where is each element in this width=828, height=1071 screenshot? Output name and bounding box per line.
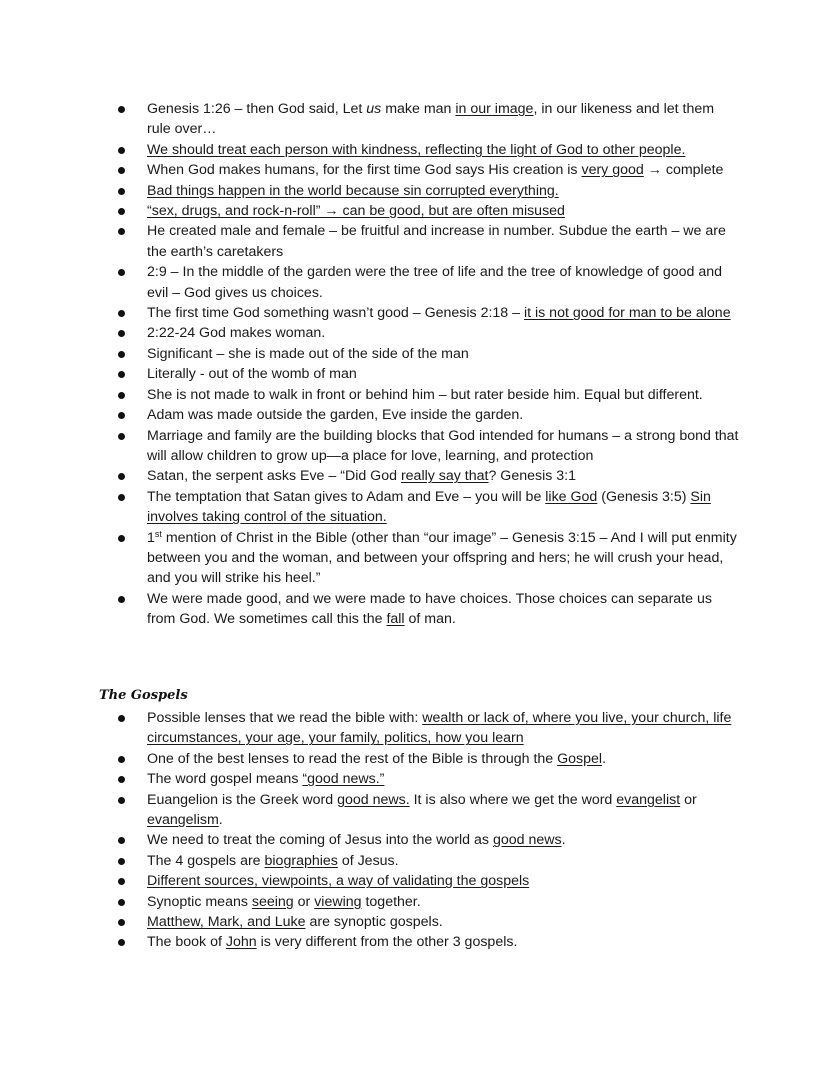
list-item bbox=[115, 589, 740, 630]
list-item bbox=[115, 708, 740, 749]
list-item bbox=[115, 99, 740, 140]
list-item bbox=[115, 426, 740, 467]
bullet-icon bbox=[118, 269, 125, 276]
text-run: The 4 gospels are bbox=[147, 852, 265, 869]
text-run: of Jesus. bbox=[337, 852, 399, 869]
text-run: “sex, drugs, and rock-n-roll” → can be good, but are often misused bbox=[147, 203, 565, 220]
bullet-icon bbox=[118, 776, 125, 783]
text-run: → complete bbox=[643, 162, 724, 179]
bullet-icon bbox=[118, 756, 125, 763]
text-run: it is not good for man to be alone bbox=[523, 305, 731, 322]
text-run: When God makes humans, for the first time God says His creation is bbox=[147, 162, 582, 179]
list-item bbox=[115, 262, 740, 303]
bullet-icon bbox=[118, 412, 125, 419]
bullet-icon bbox=[118, 330, 125, 337]
text-run: Euangelion is the Greek word bbox=[147, 791, 338, 808]
section-heading-gospels: The Gospels bbox=[99, 688, 188, 703]
text-run: like God bbox=[545, 488, 598, 505]
text-run: She is not made to walk in front or behind him – but rater beside him. Equal but different. bbox=[147, 386, 703, 403]
text-run: . bbox=[602, 750, 607, 767]
list-item bbox=[115, 528, 740, 589]
list-item bbox=[115, 932, 740, 952]
text-run: Gospel bbox=[557, 750, 603, 767]
list-item bbox=[115, 790, 740, 831]
list-item bbox=[115, 303, 740, 323]
bullet-icon bbox=[118, 310, 125, 317]
bullet-icon bbox=[118, 858, 125, 865]
text-run: evangelist bbox=[616, 791, 681, 808]
bullet-icon bbox=[118, 228, 125, 235]
list-item bbox=[115, 851, 740, 871]
text-run: The book of bbox=[147, 934, 226, 951]
list-item bbox=[115, 892, 740, 912]
text-run: are synoptic gospels. bbox=[305, 914, 443, 931]
text-run: Literally - out of the womb of man bbox=[147, 366, 357, 383]
bullet-icon bbox=[118, 147, 125, 154]
list-item bbox=[115, 912, 740, 932]
bullet-icon bbox=[118, 715, 125, 722]
text-run: Marriage and family are the building blocks that God intended for humans – a strong bond that will allow children to grow up—a place for love, learning, and protection bbox=[147, 427, 739, 464]
bullet-icon bbox=[118, 878, 125, 885]
text-run: Synoptic means bbox=[147, 893, 252, 910]
list-item bbox=[115, 769, 740, 789]
text-run: viewing bbox=[314, 893, 362, 910]
text-run: evangelism bbox=[147, 812, 219, 829]
list-item bbox=[115, 181, 740, 201]
text-run: We should treat each person with kindness, reflecting the light of God to other people. bbox=[147, 141, 686, 158]
text-run: (Genesis 3:5) bbox=[597, 488, 691, 505]
bullet-icon bbox=[118, 837, 125, 844]
list-item bbox=[115, 221, 740, 262]
text-run: Possible lenses that we read the bible with: bbox=[147, 710, 423, 726]
text-run: We were made good, and we were made to have choices. Those choices can separate us from God. We sometimes call this the bbox=[147, 590, 712, 628]
text-run: One of the best lenses to read the rest of the Bible is through the bbox=[147, 750, 558, 767]
text-run: good news. bbox=[337, 791, 410, 808]
text-run: The temptation that Satan gives to Adam and Eve – you will be bbox=[147, 488, 546, 505]
text-run: Different sources, viewpoints, a way of validating the gospels bbox=[147, 873, 530, 890]
text-run: mention of Christ in the Bible (other than “our image” – Genesis 3:15 – And I will put enmity between you and the woman, and between your offspring and hers; he will crush your head, and you will strike his heel.” bbox=[147, 529, 737, 587]
bullet-icon bbox=[118, 797, 125, 804]
text-run: together. bbox=[361, 893, 421, 910]
bullet-icon bbox=[118, 535, 125, 542]
text-run: good news bbox=[492, 832, 562, 849]
bullet-icon bbox=[118, 351, 125, 358]
text-run: John bbox=[225, 934, 257, 951]
text-run: Genesis 1:26 – then God said, Let bbox=[147, 101, 367, 117]
notes-list-genesis bbox=[115, 99, 740, 630]
bullet-icon bbox=[118, 473, 125, 480]
text-run: . bbox=[561, 832, 566, 849]
text-run: in our image bbox=[455, 101, 534, 117]
text-run: Sin involves taking control of the situation. bbox=[147, 488, 711, 526]
text-run: , in our likeness and let them rule over… bbox=[147, 101, 715, 138]
text-run: Satan, the serpent asks Eve – “Did God bbox=[147, 468, 401, 485]
text-run: make man bbox=[381, 101, 456, 117]
bullet-icon bbox=[118, 167, 125, 174]
text-run: 2:9 – In the middle of the garden were the tree of life and the tree of knowledge of good and evil – God gives us choices. bbox=[147, 264, 722, 301]
list-item bbox=[115, 749, 740, 769]
bullet-icon bbox=[118, 596, 125, 603]
text-run: The word gospel means bbox=[147, 771, 303, 788]
text-run: Matthew, Mark, and Luke bbox=[147, 914, 306, 931]
list-item bbox=[115, 140, 740, 160]
bullet-icon bbox=[118, 433, 125, 440]
list-item bbox=[115, 466, 740, 486]
text-run: st bbox=[154, 528, 162, 539]
notes-list-gospels bbox=[115, 708, 740, 953]
text-run: seeing bbox=[251, 893, 294, 910]
text-run: fall bbox=[386, 611, 405, 628]
list-item bbox=[115, 871, 740, 891]
text-run: The first time God something wasn’t good – Genesis 2:18 – bbox=[147, 305, 524, 322]
text-run: ? Genesis 3:1 bbox=[488, 468, 577, 485]
bullet-icon bbox=[118, 106, 125, 113]
text-run: wealth or lack of, where you live, your church, life circumstances, your age, your family, politics, how you learn bbox=[147, 710, 732, 747]
text-run: or bbox=[680, 791, 697, 808]
text-run: or bbox=[293, 893, 315, 910]
list-item bbox=[115, 405, 740, 425]
text-run: We need to treat the coming of Jesus into the world as bbox=[147, 832, 493, 849]
text-run: Bad things happen in the world because sin corrupted everything. bbox=[147, 182, 559, 199]
bullet-icon bbox=[118, 371, 125, 378]
bullet-icon bbox=[118, 939, 125, 946]
text-run: Adam was made outside the garden, Eve inside the garden. bbox=[147, 407, 524, 424]
list-item bbox=[115, 487, 740, 528]
bullet-icon bbox=[118, 392, 125, 399]
text-run: . bbox=[218, 812, 223, 829]
list-item bbox=[115, 364, 740, 384]
text-run: He created male and female – be fruitful and increase in number. Subdue the earth – we are the earth’s caretakers bbox=[147, 223, 726, 260]
text-run: of man. bbox=[404, 611, 456, 628]
text-run: 2:22-24 God makes woman. bbox=[147, 325, 326, 342]
list-item bbox=[115, 385, 740, 405]
list-item bbox=[115, 201, 740, 221]
text-run: is very different from the other 3 gospels. bbox=[256, 934, 518, 951]
text-run: biographies bbox=[264, 852, 338, 869]
bullet-icon bbox=[118, 494, 125, 501]
bullet-icon bbox=[118, 899, 125, 906]
list-item bbox=[115, 160, 740, 180]
text-run: It is also where we get the word bbox=[409, 791, 617, 808]
text-run: us bbox=[366, 101, 382, 117]
bullet-icon bbox=[118, 208, 125, 215]
text-run: Significant – she is made out of the side of the man bbox=[147, 345, 469, 362]
list-item bbox=[115, 830, 740, 850]
text-run: 1 bbox=[147, 529, 155, 546]
list-item bbox=[115, 323, 740, 343]
text-run: “good news.” bbox=[302, 771, 385, 788]
bullet-icon bbox=[118, 919, 125, 926]
text-run: very good bbox=[581, 162, 644, 179]
bullet-icon bbox=[118, 188, 125, 195]
list-item bbox=[115, 344, 740, 364]
text-run: really say that bbox=[400, 468, 489, 485]
